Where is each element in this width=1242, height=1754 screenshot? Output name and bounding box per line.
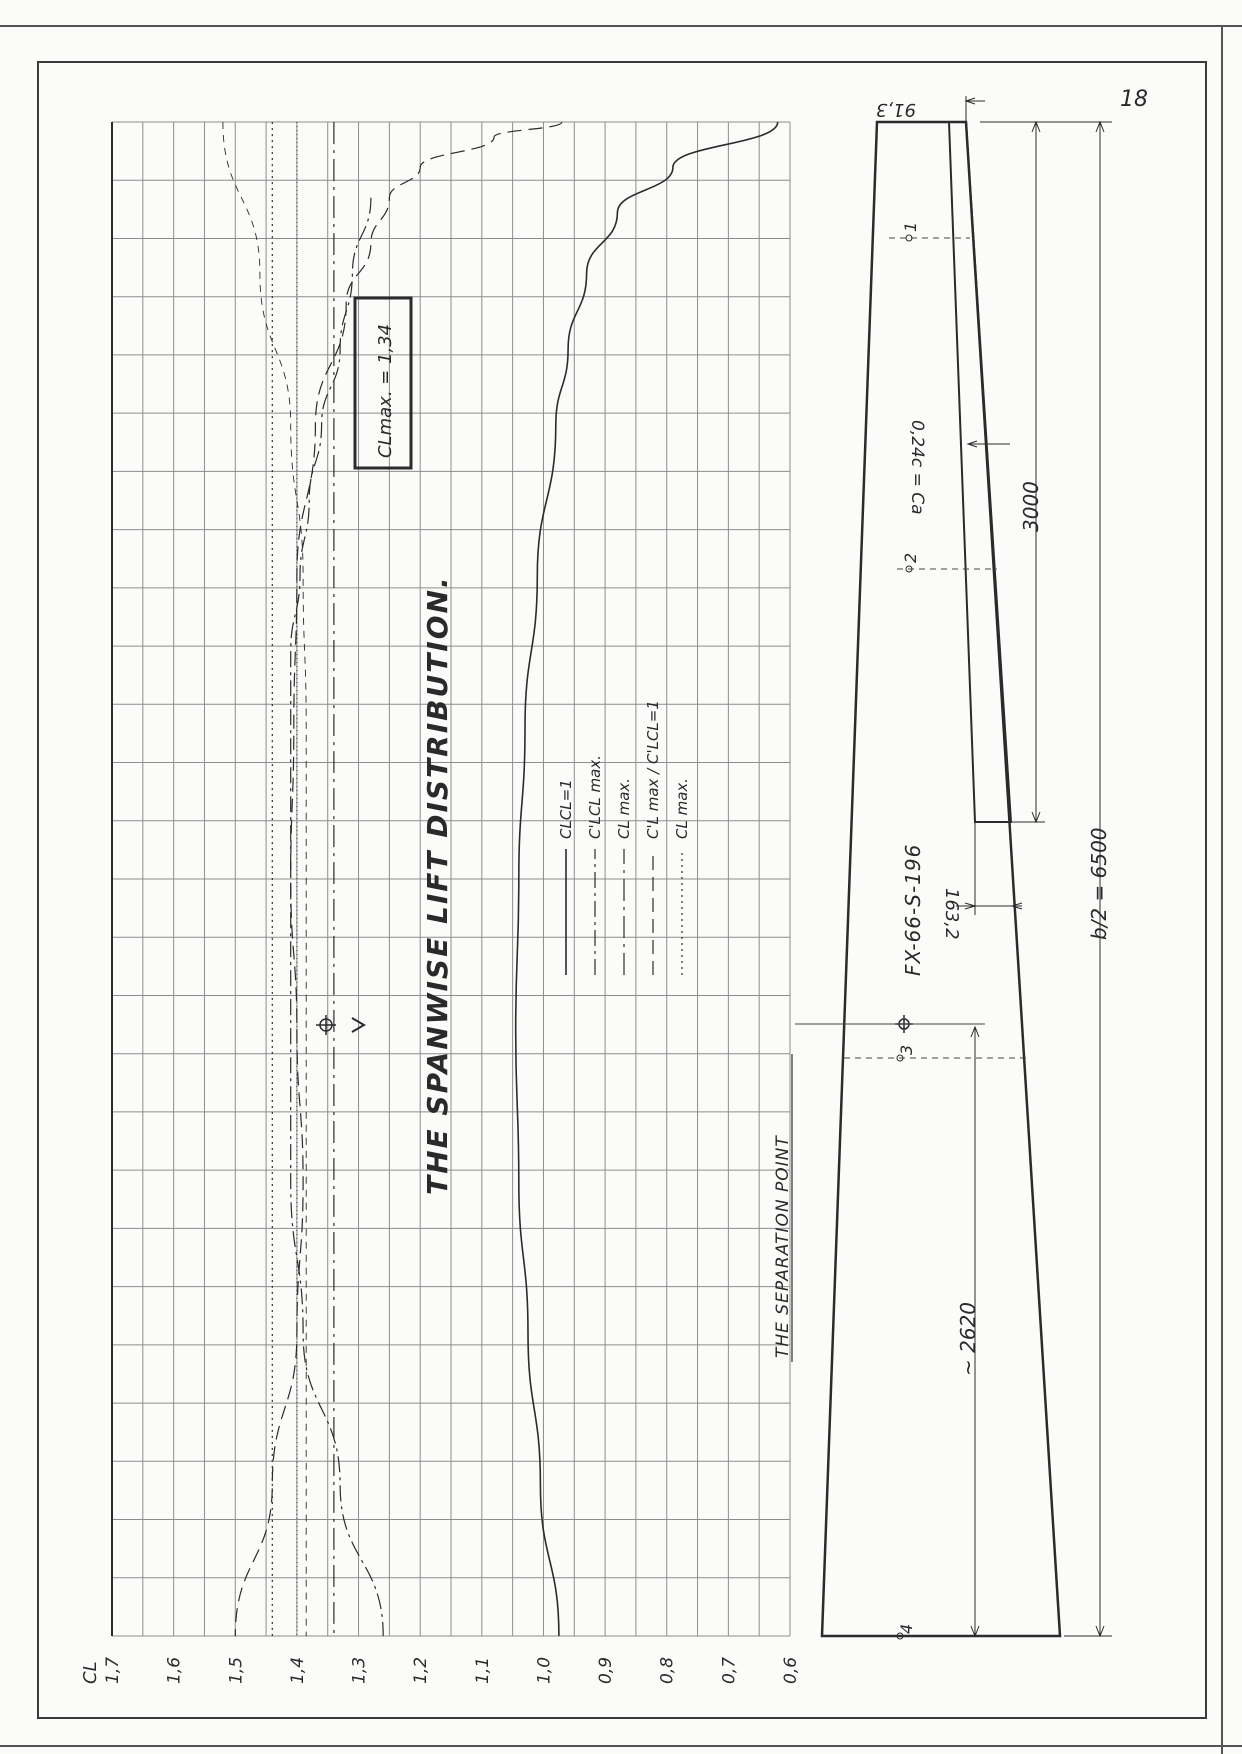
y-tick-label: 1,5 (226, 1656, 247, 1684)
chart-legend (557, 700, 691, 975)
airfoil-label: FX-66-S-196 (901, 843, 925, 976)
dim-tip-chord-label: 91,3 (875, 99, 916, 120)
wing-outline (822, 122, 1060, 1636)
station-2-label: 2 (901, 552, 920, 563)
legend-label: C'LCL max. (586, 754, 604, 839)
dim-separation (956, 1027, 980, 1636)
y-tick-label: 1,7 (103, 1656, 123, 1684)
y-tick-labels (103, 1657, 801, 1684)
station-4-label: 4 (897, 1623, 916, 1634)
station-3-label: 3 (897, 1044, 916, 1055)
y-tick-label: 0,9 (596, 1656, 617, 1684)
dim-aileron-span (1012, 122, 1045, 822)
legend-label: CL max. (615, 777, 633, 839)
y-tick-label: 0,7 (719, 1656, 740, 1684)
y-tick-label: 0,8 (657, 1656, 678, 1684)
dim-aileron-span-label: 3000 (1019, 481, 1043, 532)
clmax-value: CLmax. = 1,34 (375, 323, 396, 458)
chart-title: THE SPANWISE LIFT DISTRIBUTION. (421, 575, 454, 1195)
wing-planform (773, 96, 1112, 1639)
y-tick-label: 1,0 (534, 1656, 555, 1684)
dim-aileron-chord (907, 420, 1010, 515)
station-3 (844, 1045, 1030, 1061)
lift-chart (80, 122, 801, 1684)
y-tick-label: 1,2 (411, 1656, 432, 1684)
dim-aileron-chord-label: 0,24c = Ca (907, 420, 927, 515)
dim-aileron-root-label: 163,2 (941, 888, 962, 940)
y-tick-label: 0,6 (781, 1656, 801, 1684)
dim-half-span-label: b/2 = 6500 (1087, 827, 1111, 940)
dim-tip-chord (876, 96, 985, 122)
page-number: 18 (1120, 87, 1148, 112)
y-tick-label: 1,1 (472, 1656, 493, 1684)
legend-label: CLCL=1 (557, 779, 575, 839)
y-tick-label: 1,6 (164, 1656, 185, 1684)
station-2 (897, 553, 997, 572)
y-axis-label: CL (80, 1661, 101, 1684)
y-tick-label: 1,4 (287, 1656, 308, 1684)
separation-marker-symbol (316, 1015, 364, 1035)
legend-label: CL max. (673, 777, 691, 839)
legend-label: C'L max / C'LCL=1 (644, 700, 662, 839)
station-1 (889, 222, 970, 241)
separation-point-marker (795, 1015, 985, 1033)
y-tick-label: 1,3 (349, 1656, 370, 1684)
station-1-label: 1 (901, 221, 920, 232)
separation-label: THE SEPARATION POINT (773, 1135, 793, 1358)
drawing-frame (38, 62, 1206, 1718)
dim-separation-label: ~ 2620 (956, 1301, 980, 1376)
